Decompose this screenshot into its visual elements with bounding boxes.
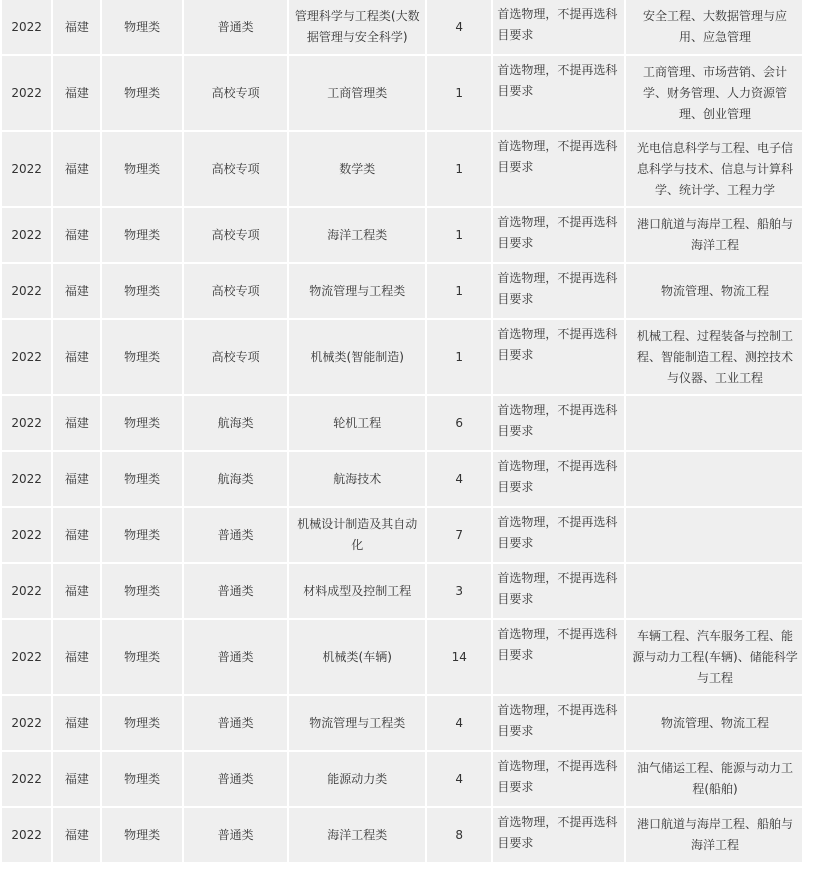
table-row [2, 396, 802, 450]
included-majors-cell: 工商管理、市场营销、会计学、财务管理、人力资源管理、创业管理 [626, 56, 802, 130]
batch-cell: 高校专项 [184, 320, 288, 394]
batch-cell: 普通类 [184, 752, 288, 806]
subject-cell: 物理类 [102, 564, 181, 618]
table-row [2, 132, 802, 206]
included-majors-cell: 港口航道与海岸工程、船舶与海洋工程 [626, 208, 802, 262]
included-majors-cell [626, 396, 802, 450]
major-cell: 物流管理与工程类 [289, 696, 425, 750]
count-cell: 4 [427, 696, 491, 750]
table-row [2, 696, 802, 750]
batch-cell: 普通类 [184, 0, 288, 54]
province-cell: 福建 [53, 396, 100, 450]
table-row [2, 808, 802, 862]
table-row [2, 452, 802, 506]
batch-cell: 高校专项 [184, 208, 288, 262]
province-cell: 福建 [53, 620, 100, 694]
province-cell: 福建 [53, 452, 100, 506]
included-majors-cell: 物流管理、物流工程 [626, 696, 802, 750]
included-majors-cell [626, 508, 802, 562]
count-cell: 1 [427, 132, 491, 206]
table-row [2, 620, 802, 694]
requirement-cell: 首选物理，不提再选科目要求 [493, 752, 624, 806]
subject-cell: 物理类 [102, 508, 181, 562]
major-cell: 管理科学与工程类(大数据管理与安全科学) [289, 0, 425, 54]
count-cell: 14 [427, 620, 491, 694]
table-row [2, 564, 802, 618]
year-cell: 2022 [2, 320, 51, 394]
requirement-cell: 首选物理，不提再选科目要求 [493, 396, 624, 450]
major-cell: 数学类 [289, 132, 425, 206]
count-cell: 8 [427, 808, 491, 862]
subject-cell: 物理类 [102, 56, 181, 130]
included-majors-cell: 港口航道与海岸工程、船舶与海洋工程 [626, 808, 802, 862]
included-majors-cell [626, 452, 802, 506]
count-cell: 1 [427, 208, 491, 262]
batch-cell: 普通类 [184, 696, 288, 750]
subject-cell: 物理类 [102, 320, 181, 394]
requirement-cell: 首选物理，不提再选科目要求 [493, 508, 624, 562]
table-row [2, 264, 802, 318]
major-cell: 机械设计制造及其自动化 [289, 508, 425, 562]
batch-cell: 航海类 [184, 396, 288, 450]
province-cell: 福建 [53, 132, 100, 206]
table-row [2, 320, 802, 394]
subject-cell: 物理类 [102, 208, 181, 262]
count-cell: 4 [427, 0, 491, 54]
year-cell: 2022 [2, 208, 51, 262]
count-cell: 3 [427, 564, 491, 618]
batch-cell: 航海类 [184, 452, 288, 506]
province-cell: 福建 [53, 752, 100, 806]
year-cell: 2022 [2, 696, 51, 750]
count-cell: 4 [427, 452, 491, 506]
subject-cell: 物理类 [102, 264, 181, 318]
table-row [2, 56, 802, 130]
included-majors-cell: 油气储运工程、能源与动力工程(船舶) [626, 752, 802, 806]
table-row [2, 508, 802, 562]
count-cell: 1 [427, 56, 491, 130]
count-cell: 7 [427, 508, 491, 562]
included-majors-cell: 机械工程、过程装备与控制工程、智能制造工程、测控技术与仪器、工业工程 [626, 320, 802, 394]
year-cell: 2022 [2, 752, 51, 806]
requirement-cell: 首选物理，不提再选科目要求 [493, 56, 624, 130]
requirement-cell: 首选物理，不提再选科目要求 [493, 208, 624, 262]
table-body [2, 0, 802, 862]
province-cell: 福建 [53, 56, 100, 130]
batch-cell: 普通类 [184, 564, 288, 618]
batch-cell: 普通类 [184, 808, 288, 862]
requirement-cell: 首选物理，不提再选科目要求 [493, 696, 624, 750]
year-cell: 2022 [2, 264, 51, 318]
batch-cell: 普通类 [184, 620, 288, 694]
year-cell: 2022 [2, 452, 51, 506]
table-row [2, 752, 802, 806]
major-cell: 机械类(车辆) [289, 620, 425, 694]
subject-cell: 物理类 [102, 620, 181, 694]
requirement-cell: 首选物理，不提再选科目要求 [493, 564, 624, 618]
subject-cell: 物理类 [102, 396, 181, 450]
subject-cell: 物理类 [102, 0, 181, 54]
included-majors-cell: 光电信息科学与工程、电子信息科学与技术、信息与计算科学、统计学、工程力学 [626, 132, 802, 206]
province-cell: 福建 [53, 564, 100, 618]
year-cell: 2022 [2, 508, 51, 562]
province-cell: 福建 [53, 0, 100, 54]
major-cell: 轮机工程 [289, 396, 425, 450]
subject-cell: 物理类 [102, 696, 181, 750]
requirement-cell: 首选物理，不提再选科目要求 [493, 132, 624, 206]
province-cell: 福建 [53, 808, 100, 862]
count-cell: 1 [427, 264, 491, 318]
subject-cell: 物理类 [102, 452, 181, 506]
requirement-cell: 首选物理，不提再选科目要求 [493, 0, 624, 54]
year-cell: 2022 [2, 0, 51, 54]
major-cell: 航海技术 [289, 452, 425, 506]
major-cell: 能源动力类 [289, 752, 425, 806]
year-cell: 2022 [2, 132, 51, 206]
subject-cell: 物理类 [102, 132, 181, 206]
province-cell: 福建 [53, 208, 100, 262]
requirement-cell: 首选物理，不提再选科目要求 [493, 264, 624, 318]
batch-cell: 普通类 [184, 508, 288, 562]
count-cell: 6 [427, 396, 491, 450]
province-cell: 福建 [53, 320, 100, 394]
major-cell: 海洋工程类 [289, 808, 425, 862]
subject-cell: 物理类 [102, 808, 181, 862]
requirement-cell: 首选物理，不提再选科目要求 [493, 452, 624, 506]
year-cell: 2022 [2, 564, 51, 618]
batch-cell: 高校专项 [184, 56, 288, 130]
included-majors-cell [626, 564, 802, 618]
year-cell: 2022 [2, 396, 51, 450]
province-cell: 福建 [53, 508, 100, 562]
province-cell: 福建 [53, 696, 100, 750]
requirement-cell: 首选物理，不提再选科目要求 [493, 808, 624, 862]
year-cell: 2022 [2, 56, 51, 130]
year-cell: 2022 [2, 620, 51, 694]
subject-cell: 物理类 [102, 752, 181, 806]
major-cell: 材料成型及控制工程 [289, 564, 425, 618]
included-majors-cell: 车辆工程、汽车服务工程、能源与动力工程(车辆)、储能科学与工程 [626, 620, 802, 694]
major-cell: 物流管理与工程类 [289, 264, 425, 318]
major-cell: 机械类(智能制造) [289, 320, 425, 394]
major-cell: 海洋工程类 [289, 208, 425, 262]
major-cell: 工商管理类 [289, 56, 425, 130]
batch-cell: 高校专项 [184, 132, 288, 206]
requirement-cell: 首选物理，不提再选科目要求 [493, 620, 624, 694]
count-cell: 1 [427, 320, 491, 394]
included-majors-cell: 物流管理、物流工程 [626, 264, 802, 318]
province-cell: 福建 [53, 264, 100, 318]
batch-cell: 高校专项 [184, 264, 288, 318]
year-cell: 2022 [2, 808, 51, 862]
included-majors-cell: 安全工程、大数据管理与应用、应急管理 [626, 0, 802, 54]
table-row [2, 208, 802, 262]
count-cell: 4 [427, 752, 491, 806]
requirement-cell: 首选物理，不提再选科目要求 [493, 320, 624, 394]
table-row [2, 0, 802, 54]
